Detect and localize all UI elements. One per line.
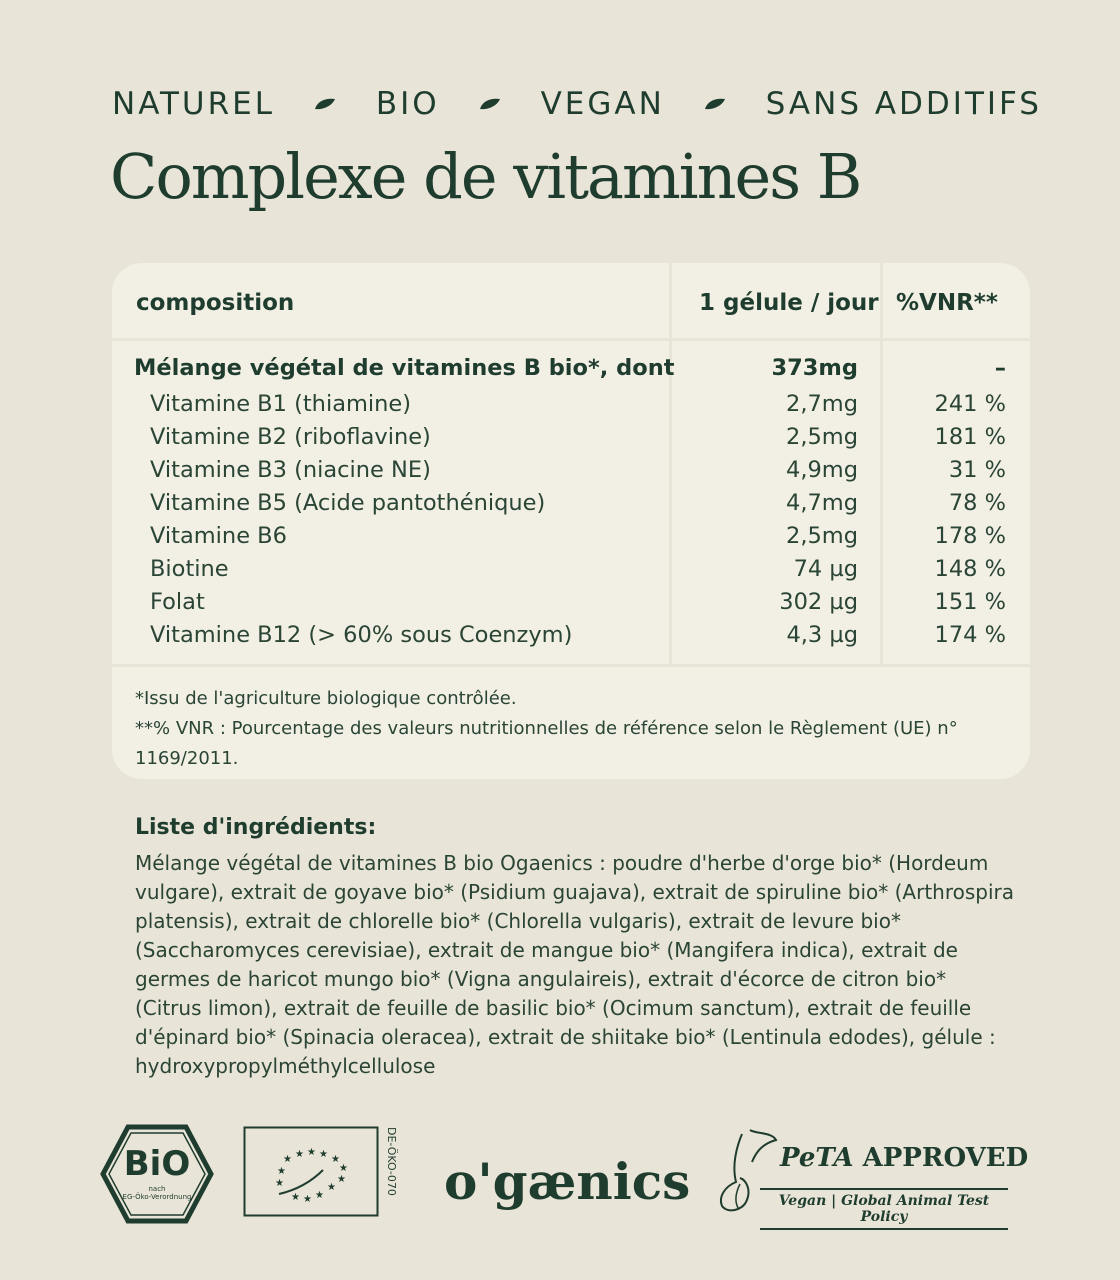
table-row [112, 424, 1030, 457]
table-footnotes [135, 684, 1015, 774]
page-title: Complexe de vitamines B [110, 140, 861, 213]
table-row [112, 589, 1030, 622]
table-row-main [112, 355, 1030, 388]
svg-text:★: ★ [283, 1154, 292, 1165]
svg-text:★: ★ [307, 1147, 316, 1158]
header-composition: composition [136, 290, 295, 316]
leaf-icon [479, 98, 501, 110]
row-name: Vitamine B5 (Acide pantothénique) [150, 490, 546, 516]
svg-text:★: ★ [339, 1163, 348, 1174]
table-row [112, 556, 1030, 589]
tag-bio: BIO [375, 86, 440, 122]
tag-sans-additifs: SANS ADDITIFS [765, 86, 1042, 122]
footer-divider [112, 664, 1030, 667]
brand-logo: o'gænics [444, 1152, 691, 1211]
row-name: Biotine [150, 556, 229, 582]
svg-text:★: ★ [303, 1194, 312, 1205]
tag-naturel: NATUREL [112, 86, 276, 122]
row-name: Folat [150, 589, 205, 615]
bio-seal-sub-line2: EG-Öko-Verordnung [122, 1193, 192, 1201]
table-row [112, 622, 1030, 655]
row-amount: 373mg [771, 355, 858, 381]
footnote-organic: *Issu de l'agriculture biologique contrôlée. [135, 688, 517, 709]
row-amount: 2,5mg [786, 424, 858, 450]
ingredients-title: Liste d'ingrédients: [135, 815, 377, 840]
svg-text:★: ★ [331, 1154, 340, 1165]
peta-brand: PeTA [780, 1143, 854, 1173]
row-amount: 2,7mg [786, 391, 858, 417]
ingredients-text: Mélange végétal de vitamines B bio Ogaenics : poudre d'herbe d'orge bio* (Hordeum vulgare), extrait de goyave bio* (Psidium guajava), extrait de spiruline bio* (Arthrospira platensis), extrait de chlorelle bio* (Chlorella vulgaris), extrait de levure bio* (Saccharomyces cerevisiae), extrait de mangue bio* (Mangifera indica), extrait de germes de haricot mungo bio* (Vigna angulaireis), extrait d'écorce de citron bio* (Citrus limon), extrait de feuille de basilic bio* (Ocimum sanctum), extrait de feuille d'épinard bio* (Spinacia oleracea), extrait de shiitake bio* (Lentinula edodes), gélule : hydroxypropylméthylcellulose [135, 851, 1015, 1078]
row-vnr: 148 % [934, 556, 1006, 582]
header-divider [112, 338, 1030, 341]
svg-text:★: ★ [315, 1190, 324, 1201]
row-vnr: 31 % [948, 457, 1006, 483]
svg-text:★: ★ [319, 1149, 328, 1160]
peta-title [780, 1143, 1028, 1173]
svg-text:★: ★ [327, 1182, 336, 1193]
leaf-icon [704, 98, 726, 110]
tagline [112, 86, 1042, 122]
row-amount: 74 µg [793, 556, 858, 582]
row-name: Vitamine B12 (> 60% sous Coenzym) [150, 622, 573, 648]
footnote-vnr: **% VNR : Pourcentage des valeurs nutritionnelles de référence selon le Règlement (UE) n° 1169/2011. [135, 718, 958, 769]
leaf-icon [314, 98, 336, 110]
row-vnr: 241 % [934, 391, 1006, 417]
tag-vegan: VEGAN [540, 86, 665, 122]
row-name: Vitamine B1 (thiamine) [150, 391, 412, 417]
table-row [112, 490, 1030, 523]
row-vnr: 78 % [948, 490, 1006, 516]
svg-text:★: ★ [275, 1178, 284, 1189]
peta-subtitle: Vegan | Global Animal Test Policy [760, 1188, 1008, 1230]
peta-approved: APPROVED [862, 1143, 1029, 1173]
bio-seal-sub-line1: nach [148, 1185, 166, 1193]
row-name: Vitamine B6 [150, 523, 287, 549]
row-name: Mélange végétal de vitamines B bio*, dont [134, 355, 675, 381]
svg-text:★: ★ [277, 1166, 286, 1177]
table-row [112, 457, 1030, 490]
row-amount: 2,5mg [786, 523, 858, 549]
row-vnr: 151 % [934, 589, 1006, 615]
svg-text:★: ★ [295, 1149, 304, 1160]
table-row [112, 391, 1030, 424]
row-amount: 4,7mg [786, 490, 858, 516]
table-row [112, 523, 1030, 556]
svg-text:★: ★ [337, 1174, 346, 1185]
row-vnr: 181 % [934, 424, 1006, 450]
row-vnr: 178 % [934, 523, 1006, 549]
header-vnr: %VNR** [896, 290, 998, 316]
row-amount: 4,3 µg [786, 622, 858, 648]
bio-seal-sub [100, 1185, 214, 1201]
bio-seal-word: BiO [123, 1144, 191, 1184]
row-amount: 302 µg [779, 589, 858, 615]
row-vnr: – [994, 355, 1006, 381]
svg-text:★: ★ [291, 1192, 300, 1203]
row-amount: 4,9mg [786, 457, 858, 483]
row-vnr: 174 % [934, 622, 1006, 648]
eu-organic-logo [243, 1126, 379, 1221]
row-name: Vitamine B3 (niacine NE) [150, 457, 431, 483]
header-dose: 1 gélule / jour [699, 290, 879, 316]
row-name: Vitamine B2 (riboflavine) [150, 424, 431, 450]
eu-organic-code: DE-ÖKO-070 [385, 1127, 398, 1196]
